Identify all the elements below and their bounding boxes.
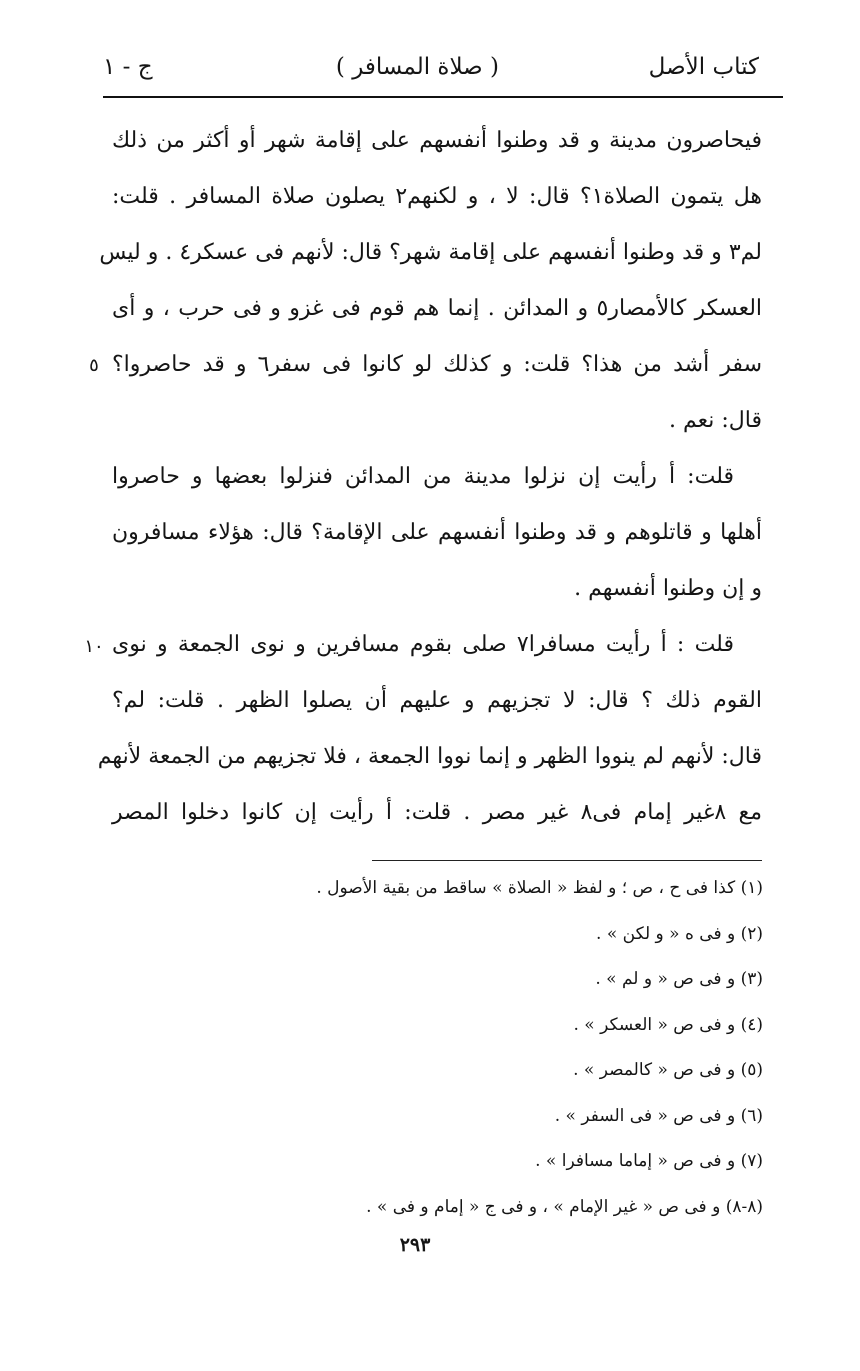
text-line: قلت : أ رأيت مسافرا٧ صلى بقوم مسافرين و نوى الجمعة و نوى: [112, 632, 734, 657]
volume-number: ج - ١: [103, 54, 153, 80]
text-line: العسكر كالأمصار٥ و المدائن . إنما هم قوم فى غزو و فى حرب ، و أى: [112, 296, 763, 321]
header-divider: [103, 96, 783, 98]
running-header: [103, 50, 759, 92]
line-number-10: ١٠: [84, 636, 104, 657]
footnote-2: (٢) و فى ه « و لكن » .: [596, 923, 763, 944]
footnote-1: (١) كذا فى ح ، ص ؛ و لفظ « الصلاة » ساقط من بقية الأصول .: [316, 878, 763, 898]
text-line: مع ٨غير إمام فى٨ غير مصر . قلت: أ رأيت إن كانوا دخلوا المصر: [112, 800, 762, 825]
text-line: و إن وطنوا أنفسهم .: [574, 576, 762, 601]
text-line: هل يتمون الصلاة١؟ قال: لا ، و لكنهم٢ يصلون صلاة المسافر . قلت:: [112, 184, 762, 209]
page-number: ٢٩٣: [399, 1234, 431, 1256]
text-line: قال: نعم .: [669, 408, 762, 433]
footnote-4: (٤) و فى ص « العسكر » .: [573, 1014, 763, 1035]
text-line: قال: لأنهم لم ينووا الظهر و إنما نووا الجمعة ، فلا تجزيهم من الجمعة لأنهم: [97, 744, 762, 769]
text-line: قلت: أ رأيت إن نزلوا مدينة من المدائن فنزلوا بعضها و حاصروا: [112, 464, 734, 489]
footnote-8: (٨-٨) و فى ص « غير الإمام » ، و فى ج « إمام و فى » .: [366, 1196, 763, 1217]
footnotes: [203, 866, 763, 1230]
text-line: أهلها و قاتلوهم و قد وطنوا أنفسهم على الإقامة؟ قال: هؤلاء مسافرون: [112, 520, 762, 545]
main-text: [97, 113, 763, 841]
footnote-divider: [372, 860, 762, 861]
text-line: القوم ذلك ؟ قال: لا تجزيهم و عليهم أن يصلوا الظهر . قلت: لم؟: [112, 688, 762, 713]
text-line: لم٣ و قد وطنوا أنفسهم على إقامة شهر؟ قال: لأنهم فى عسكر٤ . و ليس: [99, 240, 762, 265]
chapter-title: ( صلاة المسافر ): [335, 54, 499, 80]
footnote-6: (٦) و فى ص « فى السفر » .: [554, 1105, 763, 1126]
footnote-3: (٣) و فى ص « و لم » .: [595, 969, 763, 989]
text-line: سفر أشد من هذا؟ قلت: و كذلك لو كانوا فى سفر٦ و قد حاصروا؟: [112, 352, 762, 377]
text-line: فيحاصرون مدينة و قد وطنوا أنفسهم على إقامة شهر أو أكثر من ذلك: [112, 128, 762, 153]
line-number-5: ٥: [89, 355, 99, 376]
footnote-7: (٧) و فى ص « إماما مسافرا » .: [535, 1151, 763, 1171]
book-title: كتاب الأصل: [648, 54, 759, 80]
footnote-5: (٥) و فى ص « كالمصر » .: [573, 1060, 763, 1080]
